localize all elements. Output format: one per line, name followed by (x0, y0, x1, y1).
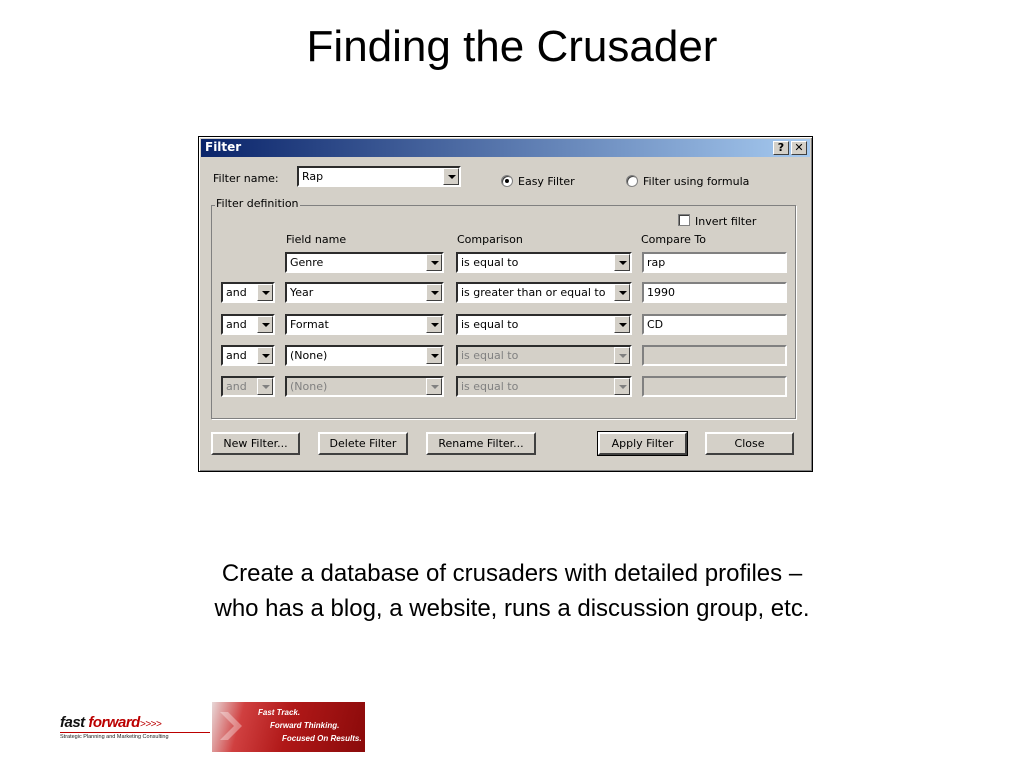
chevron-down-icon[interactable] (426, 254, 442, 271)
new-filter-button[interactable]: New Filter... (211, 432, 300, 455)
logo-tagline: Strategic Planning and Marketing Consulting (60, 734, 169, 740)
apply-filter-button[interactable]: Apply Filter (598, 432, 687, 455)
logo-brand (60, 714, 210, 731)
close-icon[interactable]: ✕ (791, 141, 807, 155)
comparison-value: is greater than or equal to (461, 286, 606, 299)
filter-name-value: Rap (302, 170, 324, 183)
chevron-down-icon[interactable] (443, 168, 459, 185)
easy-filter-radio[interactable] (501, 175, 513, 187)
rename-filter-button[interactable]: Rename Filter... (426, 432, 536, 455)
formula-filter-radio[interactable] (626, 175, 638, 187)
caption-line-2: who has a blog, a website, runs a discussion group, etc. (214, 595, 810, 622)
chevron-down-icon[interactable] (614, 284, 630, 301)
compare-to-value: CD (647, 318, 664, 331)
conjunction-combo-2[interactable] (221, 282, 275, 303)
conjunction-combo-5 (221, 376, 275, 397)
comparison-combo-3[interactable] (456, 314, 632, 335)
compare-to-field-3[interactable] (642, 314, 787, 335)
chevron-down-icon (614, 378, 630, 395)
comparison-combo-2[interactable] (456, 282, 632, 303)
logo-banner (212, 702, 365, 752)
comparison-combo-1[interactable] (456, 252, 632, 273)
logo-wordmark (60, 714, 210, 740)
compare-to-value: rap (647, 256, 666, 269)
slide-title: Finding the Crusader (306, 22, 718, 71)
compare-to-value: 1990 (647, 286, 675, 299)
field-value: Year (290, 286, 314, 299)
conjunction-value: and (226, 318, 247, 331)
field-value: Genre (290, 256, 324, 269)
field-combo-5 (285, 376, 444, 397)
fast-forward-logo (60, 702, 365, 752)
help-button[interactable]: ? (773, 141, 789, 155)
field-combo-3[interactable] (285, 314, 444, 335)
compare-to-field-4 (642, 345, 787, 366)
field-value: (None) (290, 380, 328, 393)
comparison-combo-5 (456, 376, 632, 397)
field-value: (None) (290, 349, 328, 362)
delete-filter-button[interactable]: Delete Filter (318, 432, 408, 455)
filter-definition-label: Filter definition (216, 197, 299, 210)
slide-caption (0, 556, 1024, 626)
caption-line-1: Create a database of crusaders with detailed profiles – (221, 560, 803, 587)
field-combo-4[interactable] (285, 345, 444, 366)
chevron-down-icon[interactable] (426, 347, 442, 364)
chevron-down-icon[interactable] (257, 347, 273, 364)
compare-to-field-1[interactable] (642, 252, 787, 273)
logo-line-3: Focused On Results. (282, 734, 362, 743)
chevron-right-icon (220, 712, 242, 740)
field-combo-2[interactable] (285, 282, 444, 303)
logo-line-1: Fast Track. (258, 708, 301, 717)
filter-name-label: Filter name: (213, 172, 279, 185)
logo-brand-fast: fast (60, 714, 89, 731)
chevron-down-icon (426, 378, 442, 395)
comparison-combo-4 (456, 345, 632, 366)
comparison-value: is equal to (461, 349, 519, 362)
chevron-down-icon[interactable] (426, 284, 442, 301)
filter-name-combo[interactable] (297, 166, 461, 187)
conjunction-value: and (226, 349, 247, 362)
conjunction-combo-3[interactable] (221, 314, 275, 335)
conjunction-combo-4[interactable] (221, 345, 275, 366)
conjunction-value: and (226, 286, 247, 299)
chevron-down-icon[interactable] (614, 254, 630, 271)
easy-filter-label[interactable]: Easy Filter (518, 175, 575, 188)
compare-to-field-2[interactable] (642, 282, 787, 303)
close-button[interactable]: Close (705, 432, 794, 455)
formula-filter-label[interactable]: Filter using formula (643, 175, 750, 188)
compare-to-field-5 (642, 376, 787, 397)
field-value: Format (290, 318, 329, 331)
invert-filter-label[interactable]: Invert filter (695, 215, 757, 228)
logo-rule (60, 732, 210, 733)
chevron-down-icon[interactable] (257, 316, 273, 333)
filter-dialog (198, 136, 813, 472)
comparison-value: is equal to (461, 256, 519, 269)
logo-line-2: Forward Thinking. (270, 721, 340, 730)
field-name-header: Field name (286, 233, 347, 246)
logo-chevrons: >>>> (139, 719, 162, 730)
chevron-down-icon[interactable] (614, 316, 630, 333)
field-combo-1[interactable] (285, 252, 444, 273)
compare-to-header: Compare To (641, 233, 706, 246)
dialog-titlebar[interactable] (201, 139, 810, 157)
invert-filter-checkbox[interactable] (678, 214, 690, 226)
dialog-title: Filter (205, 140, 242, 154)
logo-brand-forward: forward (88, 714, 140, 731)
comparison-value: is equal to (461, 380, 519, 393)
chevron-down-icon (257, 378, 273, 395)
conjunction-value: and (226, 380, 247, 393)
chevron-down-icon (614, 347, 630, 364)
chevron-down-icon[interactable] (257, 284, 273, 301)
comparison-header: Comparison (457, 233, 523, 246)
chevron-down-icon[interactable] (426, 316, 442, 333)
comparison-value: is equal to (461, 318, 519, 331)
